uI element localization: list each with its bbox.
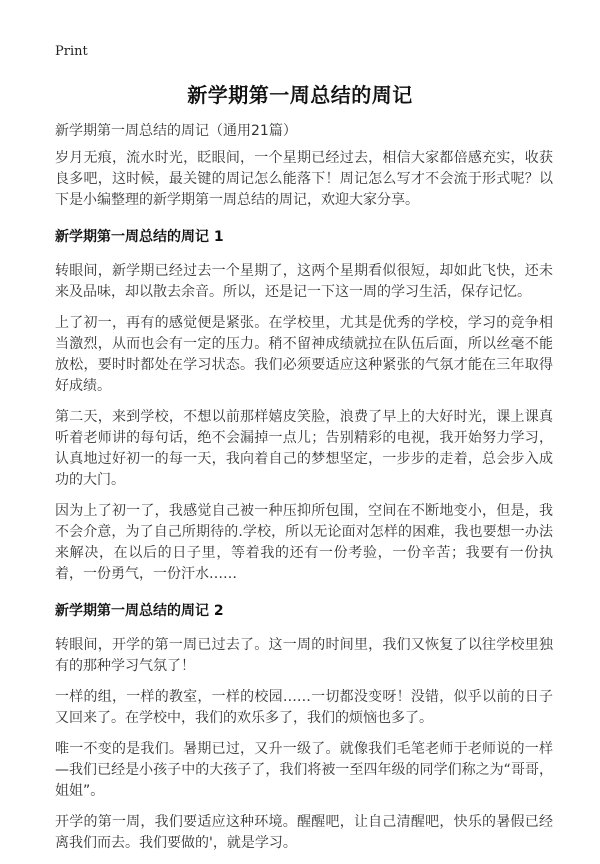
paragraph: 转眼间，开学的第一周已过去了。这一周的时间里，我们又恢复了以往学校里独有的那种学习气氛了！ bbox=[55, 637, 553, 674]
article-body bbox=[55, 148, 553, 864]
section-heading: 新学期第一周总结的周记 2 bbox=[55, 603, 224, 619]
paragraph: 转眼间，新学期已经过去一个星期了，这两个星期看似很短，却如此飞快，还未来及品味，却以散去余音。所以，还是记一下这一周的学习生活，保存记忆。 bbox=[55, 263, 553, 300]
paragraph: 上了初一，再有的感觉便是紧张。在学校里，尤其是优秀的学校，学习的竞争相当激烈，从而也会有一定的压力。稍不留神成绩就拉在队伍后面，所以丝毫不能放松，要时时都处在学习状态。我们必须要适应这种紧张的气氛才能在三年取得好成绩。 bbox=[55, 315, 553, 394]
page-title: 新学期第一周总结的周记 bbox=[187, 83, 413, 107]
intro-paragraph: 岁月无痕，流水时光，眨眼间，一个星期已经过去，相信大家都倍感充实，收获良多吧，这时候，最关键的周记怎么能落下！周记怎么写才不会流于形式呢？以下是小编整理的新学期第一周总结的周记，欢迎大家分享。 bbox=[55, 150, 553, 208]
section-heading: 新学期第一周总结的周记 1 bbox=[55, 229, 224, 245]
paragraph: 第二天，来到学校，不想以前那样嬉皮笑脸，浪费了早上的大好时光，课上课真听着老师讲的每句话，绝不会漏掉一点儿；告别精彩的电视，我开始努力学习，认真地过好初一的每一天，我向着自己的梦想坚定，一步步的走着，总会步入成功的大门。 bbox=[55, 409, 553, 488]
paragraph: 因为上了初一了，我感觉自己被一种压抑所包围，空间在不断地变小，但是，我不会介意，为了自己所期待的.学校，所以无论面对怎样的困难，我也要想一办法来解决，在以后的日子里，等着我的还有一份考验，一份辛苦；我要有一份执着，一份勇气，一份汗水…… bbox=[55, 503, 553, 582]
print-link[interactable]: Print bbox=[55, 44, 88, 59]
paragraph: 开学的第一周，我们要适应这种环境。醒醒吧，让自己清醒吧，快乐的暑假已经离我们而去。我们要做的'，就是学习。 bbox=[55, 814, 553, 851]
page-subtitle: 新学期第一周总结的周记（通用21篇） bbox=[55, 123, 297, 139]
paragraph: 唯一不变的是我们。暑期已过，又升一级了。就像我们毛笔老师于老师说的一样—我们已经是小孩子中的大孩子了，我们将被一至四年级的同学们称之为“哥哥，姐姐”。 bbox=[55, 741, 553, 799]
section-2 bbox=[55, 601, 553, 854]
paragraph: 一样的组，一样的教室，一样的校园……一切都没变呀！没错，似乎以前的日子又回来了。在学校中，我们的欢乐多了，我们的烦恼也多了。 bbox=[55, 689, 553, 726]
section-1 bbox=[55, 227, 553, 585]
